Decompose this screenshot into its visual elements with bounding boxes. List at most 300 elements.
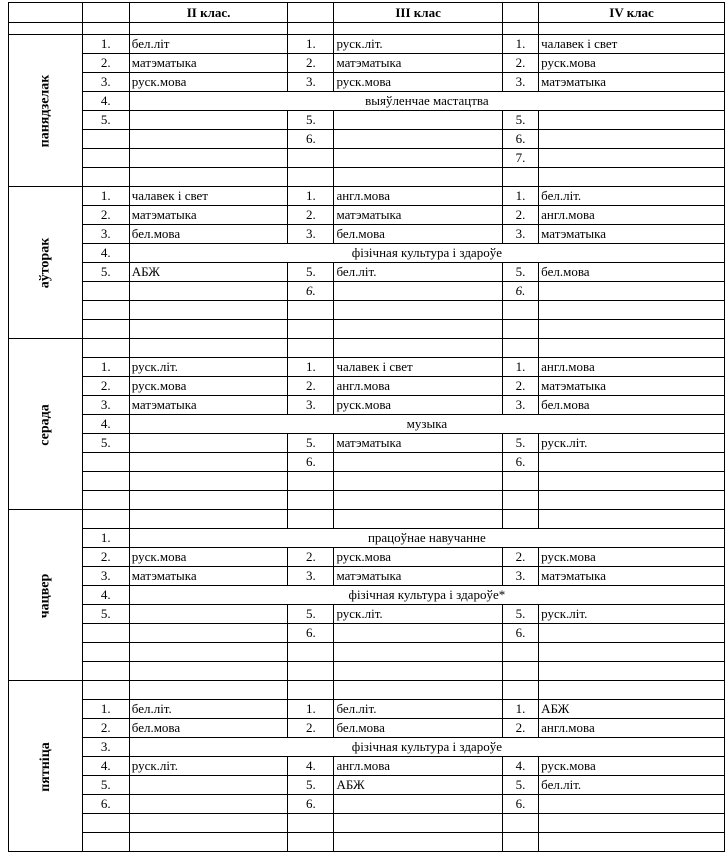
day-name: чацвер bbox=[37, 573, 53, 618]
lesson-number bbox=[288, 168, 334, 187]
lesson-number: 3. bbox=[502, 567, 538, 586]
subject-cell bbox=[129, 168, 288, 187]
lesson-row bbox=[9, 567, 725, 586]
lesson-number: 4. bbox=[82, 586, 129, 605]
blank-cell bbox=[539, 681, 725, 700]
subject-cell: бел.мова bbox=[129, 225, 288, 244]
subject-cell: руск.мова bbox=[129, 73, 288, 92]
lesson-number: 3. bbox=[82, 396, 129, 415]
lesson-row bbox=[9, 282, 725, 301]
lesson-number bbox=[288, 149, 334, 168]
lesson-number: 2. bbox=[288, 719, 334, 738]
subject-cell bbox=[129, 453, 288, 472]
lesson-row bbox=[9, 757, 725, 776]
subject-cell bbox=[129, 795, 288, 814]
lesson-number bbox=[288, 662, 334, 681]
blank-cell bbox=[539, 510, 725, 529]
lesson-number: 1. bbox=[502, 358, 538, 377]
lesson-number: 5. bbox=[502, 605, 538, 624]
subject-cell bbox=[334, 282, 502, 301]
lesson-number: 3. bbox=[82, 567, 129, 586]
lesson-row bbox=[9, 814, 725, 833]
subject-cell bbox=[129, 130, 288, 149]
lesson-number: 2. bbox=[288, 377, 334, 396]
lesson-number: 3. bbox=[82, 73, 129, 92]
blank-row bbox=[9, 510, 725, 529]
blank-cell bbox=[82, 339, 129, 358]
lesson-number: 3. bbox=[82, 738, 129, 757]
lesson-number: 2. bbox=[502, 719, 538, 738]
subject-cell: англ.мова bbox=[539, 719, 725, 738]
shared-subject-cell: фізічная культура і здароўе bbox=[129, 738, 724, 757]
lesson-number: 6. bbox=[288, 282, 334, 301]
subject-cell: бел.мова bbox=[129, 719, 288, 738]
lesson-row bbox=[9, 54, 725, 73]
subject-cell: матэматыка bbox=[334, 567, 502, 586]
subject-cell bbox=[539, 453, 725, 472]
subject-cell bbox=[129, 301, 288, 320]
lesson-row bbox=[9, 396, 725, 415]
lesson-number: 1. bbox=[82, 700, 129, 719]
lesson-row bbox=[9, 548, 725, 567]
blank-cell bbox=[82, 681, 129, 700]
lesson-row bbox=[9, 35, 725, 54]
lesson-number: 4. bbox=[502, 757, 538, 776]
lesson-row bbox=[9, 320, 725, 339]
lesson-number bbox=[288, 833, 334, 852]
subject-cell bbox=[539, 833, 725, 852]
subject-cell: англ.мова bbox=[539, 206, 725, 225]
lesson-number: 6. bbox=[82, 795, 129, 814]
shared-subject-cell: працоўнае навучанне bbox=[129, 529, 724, 548]
subject-cell: руск.літ. bbox=[334, 605, 502, 624]
lesson-number: 3. bbox=[502, 225, 538, 244]
blank-cell bbox=[129, 681, 288, 700]
subject-cell: руск.мова bbox=[539, 548, 725, 567]
lesson-row bbox=[9, 168, 725, 187]
lesson-number: 2. bbox=[502, 548, 538, 567]
subject-cell bbox=[334, 130, 502, 149]
lesson-number: 3. bbox=[288, 225, 334, 244]
subject-cell: руск.літ. bbox=[129, 358, 288, 377]
lesson-number: 1. bbox=[502, 700, 538, 719]
lesson-number: 2. bbox=[82, 377, 129, 396]
lesson-number bbox=[288, 814, 334, 833]
subject-cell bbox=[539, 301, 725, 320]
lesson-number bbox=[82, 662, 129, 681]
lesson-number: 4. bbox=[288, 757, 334, 776]
lesson-number bbox=[288, 472, 334, 491]
lesson-number: 5. bbox=[288, 111, 334, 130]
lesson-row bbox=[9, 225, 725, 244]
subject-cell bbox=[539, 130, 725, 149]
lesson-number bbox=[288, 643, 334, 662]
blank-cell bbox=[539, 339, 725, 358]
subject-cell bbox=[129, 111, 288, 130]
blank-cell bbox=[502, 681, 538, 700]
shared-subject-cell: фізічная культура і здароўе bbox=[129, 244, 724, 263]
lesson-row bbox=[9, 662, 725, 681]
lesson-number bbox=[82, 453, 129, 472]
lesson-number: 7. bbox=[502, 149, 538, 168]
shared-subject-cell: выяўленчае мастацтва bbox=[129, 92, 724, 111]
subject-cell bbox=[539, 282, 725, 301]
lesson-number: 4. bbox=[82, 244, 129, 263]
lesson-number bbox=[288, 301, 334, 320]
lesson-number: 1. bbox=[82, 529, 129, 548]
spacer-cell bbox=[334, 23, 502, 35]
timetable bbox=[8, 2, 725, 852]
day-name: серада bbox=[37, 403, 53, 446]
subject-cell bbox=[129, 624, 288, 643]
subject-cell: руск.мова bbox=[539, 54, 725, 73]
lesson-row bbox=[9, 130, 725, 149]
shared-subject-cell: музыка bbox=[129, 415, 724, 434]
subject-cell bbox=[539, 149, 725, 168]
lesson-row bbox=[9, 206, 725, 225]
subject-cell: чалавек і свет bbox=[539, 35, 725, 54]
subject-cell bbox=[539, 111, 725, 130]
subject-cell: матэматыка bbox=[129, 206, 288, 225]
lesson-number: 5. bbox=[502, 434, 538, 453]
blank-cell bbox=[129, 339, 288, 358]
header-class-2: II клас. bbox=[129, 3, 288, 23]
lesson-number: 2. bbox=[288, 548, 334, 567]
subject-cell: матэматыка bbox=[334, 54, 502, 73]
lesson-number: 5. bbox=[82, 111, 129, 130]
lesson-number bbox=[502, 491, 538, 510]
spacer-cell bbox=[129, 23, 288, 35]
subject-cell: матэматыка bbox=[539, 73, 725, 92]
subject-cell bbox=[334, 111, 502, 130]
lesson-number: 5. bbox=[288, 263, 334, 282]
lesson-number bbox=[82, 814, 129, 833]
subject-cell: руск.літ. bbox=[334, 35, 502, 54]
subject-cell: англ.мова bbox=[334, 757, 502, 776]
lesson-number: 3. bbox=[502, 396, 538, 415]
blank-cell bbox=[334, 510, 502, 529]
subject-cell: руск.літ. bbox=[539, 434, 725, 453]
lesson-number bbox=[288, 320, 334, 339]
lesson-row bbox=[9, 358, 725, 377]
lesson-number: 6. bbox=[288, 624, 334, 643]
day-name: панядзелак bbox=[37, 74, 53, 148]
lesson-number: 6. bbox=[502, 453, 538, 472]
blank-cell bbox=[288, 510, 334, 529]
subject-cell: матэматыка bbox=[539, 225, 725, 244]
header-row bbox=[9, 3, 725, 23]
subject-cell: матэматыка bbox=[129, 54, 288, 73]
lesson-number: 1. bbox=[288, 35, 334, 54]
subject-cell: матэматыка bbox=[129, 567, 288, 586]
lesson-row bbox=[9, 453, 725, 472]
day-name-cell bbox=[9, 681, 83, 852]
subject-cell: АБЖ bbox=[539, 700, 725, 719]
subject-cell: матэматыка bbox=[539, 567, 725, 586]
lesson-row bbox=[9, 643, 725, 662]
blank-cell bbox=[129, 510, 288, 529]
lesson-number bbox=[502, 301, 538, 320]
lesson-number: 6. bbox=[288, 130, 334, 149]
spacer-cell bbox=[288, 23, 334, 35]
lesson-number: 5. bbox=[502, 111, 538, 130]
lesson-row bbox=[9, 377, 725, 396]
subject-cell: англ.мова bbox=[334, 377, 502, 396]
subject-cell: АБЖ bbox=[334, 776, 502, 795]
lesson-row bbox=[9, 301, 725, 320]
lesson-number bbox=[82, 320, 129, 339]
subject-cell: матэматыка bbox=[129, 396, 288, 415]
blank-cell bbox=[288, 339, 334, 358]
lesson-number: 5. bbox=[502, 776, 538, 795]
header-class-4: IV клас bbox=[539, 3, 725, 23]
lesson-number bbox=[502, 643, 538, 662]
day-name-cell bbox=[9, 339, 83, 510]
lesson-number: 5. bbox=[288, 776, 334, 795]
lesson-number bbox=[82, 301, 129, 320]
lesson-number: 1. bbox=[288, 187, 334, 206]
lesson-number bbox=[82, 168, 129, 187]
subject-cell bbox=[334, 491, 502, 510]
subject-cell bbox=[129, 814, 288, 833]
lesson-number: 1. bbox=[502, 35, 538, 54]
subject-cell: бел.літ. bbox=[129, 700, 288, 719]
subject-cell bbox=[539, 168, 725, 187]
subject-cell: руск.літ. bbox=[539, 605, 725, 624]
shared-subject-cell: фізічная культура і здароўе* bbox=[129, 586, 724, 605]
subject-cell: матэматыка bbox=[539, 377, 725, 396]
lesson-number: 5. bbox=[82, 776, 129, 795]
blank-cell bbox=[334, 681, 502, 700]
lesson-row bbox=[9, 149, 725, 168]
subject-cell: бел.мова bbox=[334, 719, 502, 738]
lesson-row bbox=[9, 529, 725, 548]
subject-cell bbox=[129, 472, 288, 491]
lesson-number: 3. bbox=[82, 225, 129, 244]
lesson-row bbox=[9, 700, 725, 719]
subject-cell bbox=[129, 662, 288, 681]
subject-cell bbox=[129, 320, 288, 339]
lesson-row bbox=[9, 244, 725, 263]
subject-cell: чалавек і свет bbox=[129, 187, 288, 206]
lesson-number: 5. bbox=[82, 605, 129, 624]
spacer-row bbox=[9, 23, 725, 35]
subject-cell: руск.літ. bbox=[129, 757, 288, 776]
subject-cell bbox=[334, 168, 502, 187]
subject-cell: бел.літ. bbox=[334, 263, 502, 282]
subject-cell bbox=[129, 282, 288, 301]
lesson-number: 2. bbox=[288, 54, 334, 73]
lesson-number bbox=[82, 643, 129, 662]
day-name-cell bbox=[9, 510, 83, 681]
subject-cell: руск.мова bbox=[539, 757, 725, 776]
subject-cell: бел.мова bbox=[334, 225, 502, 244]
lesson-number bbox=[82, 282, 129, 301]
subject-cell bbox=[129, 605, 288, 624]
subject-cell bbox=[539, 814, 725, 833]
lesson-row bbox=[9, 795, 725, 814]
subject-cell bbox=[539, 662, 725, 681]
lesson-number: 5. bbox=[288, 434, 334, 453]
blank-cell bbox=[288, 681, 334, 700]
spacer-cell bbox=[82, 23, 129, 35]
lesson-row bbox=[9, 73, 725, 92]
subject-cell bbox=[539, 795, 725, 814]
spacer-cell bbox=[539, 23, 725, 35]
lesson-row bbox=[9, 719, 725, 738]
lesson-number: 2. bbox=[288, 206, 334, 225]
subject-cell bbox=[334, 662, 502, 681]
subject-cell bbox=[539, 643, 725, 662]
subject-cell: руск.мова bbox=[334, 548, 502, 567]
lesson-number: 2. bbox=[82, 548, 129, 567]
subject-cell: бел.літ. bbox=[334, 700, 502, 719]
lesson-row bbox=[9, 491, 725, 510]
lesson-number: 5. bbox=[82, 434, 129, 453]
lesson-row bbox=[9, 605, 725, 624]
lesson-number: 3. bbox=[288, 73, 334, 92]
lesson-number bbox=[82, 130, 129, 149]
subject-cell: бел.літ. bbox=[539, 187, 725, 206]
subject-cell: руск.мова bbox=[129, 377, 288, 396]
subject-cell bbox=[129, 776, 288, 795]
lesson-number bbox=[502, 833, 538, 852]
blank-cell bbox=[502, 339, 538, 358]
lesson-number: 6. bbox=[502, 624, 538, 643]
subject-cell bbox=[334, 453, 502, 472]
blank-cell bbox=[82, 510, 129, 529]
lesson-number: 4. bbox=[82, 415, 129, 434]
lesson-number: 4. bbox=[82, 757, 129, 776]
lesson-number: 6. bbox=[502, 795, 538, 814]
lesson-number bbox=[502, 472, 538, 491]
lesson-number: 3. bbox=[288, 567, 334, 586]
subject-cell: бел.літ. bbox=[539, 776, 725, 795]
subject-cell bbox=[334, 833, 502, 852]
lesson-number bbox=[82, 833, 129, 852]
spacer-cell bbox=[9, 23, 83, 35]
lesson-row bbox=[9, 263, 725, 282]
lesson-number: 1. bbox=[502, 187, 538, 206]
lesson-row bbox=[9, 472, 725, 491]
header-number-cell bbox=[82, 3, 129, 23]
lesson-row bbox=[9, 776, 725, 795]
subject-cell: руск.мова bbox=[129, 548, 288, 567]
lesson-row bbox=[9, 187, 725, 206]
lesson-number bbox=[82, 491, 129, 510]
subject-cell bbox=[129, 491, 288, 510]
lesson-number: 3. bbox=[502, 73, 538, 92]
subject-cell: матэматыка bbox=[334, 434, 502, 453]
subject-cell bbox=[334, 301, 502, 320]
lesson-number bbox=[82, 472, 129, 491]
day-name-cell bbox=[9, 187, 83, 339]
lesson-number: 6. bbox=[502, 130, 538, 149]
header-class-3: III клас bbox=[334, 3, 502, 23]
lesson-row bbox=[9, 111, 725, 130]
lesson-number: 3. bbox=[288, 396, 334, 415]
lesson-number: 5. bbox=[288, 605, 334, 624]
lesson-number: 5. bbox=[82, 263, 129, 282]
subject-cell bbox=[334, 472, 502, 491]
lesson-number: 2. bbox=[502, 206, 538, 225]
lesson-number bbox=[82, 624, 129, 643]
subject-cell: бел.мова bbox=[539, 263, 725, 282]
subject-cell: матэматыка bbox=[334, 206, 502, 225]
subject-cell bbox=[334, 624, 502, 643]
lesson-number: 1. bbox=[288, 358, 334, 377]
subject-cell bbox=[334, 795, 502, 814]
lesson-row bbox=[9, 833, 725, 852]
subject-cell bbox=[539, 624, 725, 643]
lesson-number: 2. bbox=[82, 719, 129, 738]
lesson-number: 2. bbox=[502, 54, 538, 73]
subject-cell: АБЖ bbox=[129, 263, 288, 282]
subject-cell: англ.мова bbox=[334, 187, 502, 206]
lesson-row bbox=[9, 92, 725, 111]
lesson-number: 1. bbox=[82, 358, 129, 377]
lesson-number: 2. bbox=[82, 54, 129, 73]
lesson-number: 6. bbox=[288, 453, 334, 472]
lesson-number: 4. bbox=[82, 92, 129, 111]
lesson-number bbox=[502, 168, 538, 187]
header-number-cell bbox=[502, 3, 538, 23]
timetable-sheet bbox=[8, 2, 725, 852]
lesson-number: 1. bbox=[82, 187, 129, 206]
lesson-number: 5. bbox=[502, 263, 538, 282]
lesson-row bbox=[9, 738, 725, 757]
subject-cell bbox=[129, 643, 288, 662]
subject-cell: бел.літ bbox=[129, 35, 288, 54]
lesson-number: 2. bbox=[82, 206, 129, 225]
subject-cell bbox=[129, 434, 288, 453]
lesson-row bbox=[9, 586, 725, 605]
subject-cell: бел.мова bbox=[539, 396, 725, 415]
lesson-number bbox=[502, 814, 538, 833]
lesson-number bbox=[502, 662, 538, 681]
day-name-cell bbox=[9, 35, 83, 187]
blank-cell bbox=[334, 339, 502, 358]
lesson-row bbox=[9, 434, 725, 453]
lesson-number: 2. bbox=[502, 377, 538, 396]
subject-cell bbox=[334, 320, 502, 339]
blank-row bbox=[9, 681, 725, 700]
subject-cell: чалавек і свет bbox=[334, 358, 502, 377]
subject-cell bbox=[129, 833, 288, 852]
day-name: пятніца bbox=[37, 741, 53, 792]
blank-row bbox=[9, 339, 725, 358]
header-number-cell bbox=[288, 3, 334, 23]
lesson-row bbox=[9, 415, 725, 434]
blank-cell bbox=[502, 510, 538, 529]
lesson-number: 1. bbox=[288, 700, 334, 719]
spacer-cell bbox=[502, 23, 538, 35]
lesson-number bbox=[502, 320, 538, 339]
lesson-row bbox=[9, 624, 725, 643]
subject-cell bbox=[334, 814, 502, 833]
subject-cell bbox=[334, 643, 502, 662]
lesson-number: 6. bbox=[288, 795, 334, 814]
subject-cell: руск.мова bbox=[334, 396, 502, 415]
lesson-number bbox=[82, 149, 129, 168]
day-name: аўторак bbox=[37, 237, 53, 289]
subject-cell: англ.мова bbox=[539, 358, 725, 377]
subject-cell bbox=[539, 491, 725, 510]
lesson-number bbox=[288, 491, 334, 510]
subject-cell bbox=[334, 149, 502, 168]
subject-cell bbox=[129, 149, 288, 168]
subject-cell bbox=[539, 472, 725, 491]
